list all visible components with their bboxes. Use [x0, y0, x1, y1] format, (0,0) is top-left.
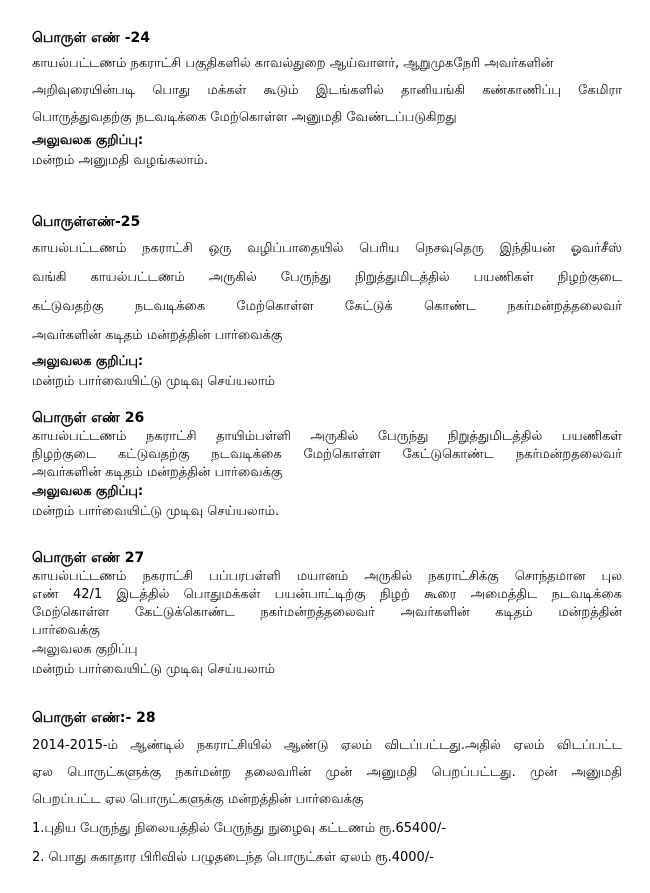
- item-28: [32, 708, 622, 871]
- body-line: பொருத்துவதற்கு நடவடிக்கை மேற்கொள்ள அனுமதி வேண்டப்படுகிறது: [32, 110, 457, 125]
- office-note-text: மன்றம் பார்வையிட்டு முடிவு செய்யலாம்: [32, 662, 275, 677]
- item-title: பொருள் எண் 26: [32, 410, 145, 426]
- office-note-text: மன்றம் பார்வையிட்டு முடிவு செய்யலாம்.: [32, 504, 280, 519]
- item-26: [32, 408, 622, 522]
- item-title: பொருள் எண் -24: [32, 30, 151, 46]
- office-note-label: அலுவலக குறிப்பு:: [32, 133, 144, 148]
- item-25: [32, 212, 622, 392]
- body-line: மேற்கொள்ள கேட்டுக்கொண்ட நகர்மன்றத்தலைவர் அவர்களின் கடிதம் மன்றத்தின்: [32, 605, 622, 620]
- body-line: பார்வைக்கு: [32, 623, 100, 638]
- office-note-label: அலுவலக குறிப்பு: [32, 642, 138, 657]
- body-line: அறிவுரையின்படி பொது மக்கள் கூடும் இடங்களில் தானியங்கி கண்காணிப்பு கேமிரா: [32, 83, 622, 98]
- body-line: ஏல பொருட்களுக்கு நகர்மன்ற தலைவரின் முன் அனுமதி பெறப்பட்டது. முன் அனுமதி: [32, 765, 622, 780]
- item-title: பொருள்எண்-25: [32, 214, 141, 230]
- body-line: பெறப்பட்ட ஏல பொருட்களுக்கு மன்றத்தின் பார்வைக்கு: [32, 792, 364, 807]
- office-note-label: அலுவலக குறிப்பு:: [32, 354, 144, 369]
- body-line: 2014-2015-ம் ஆண்டில் நகராட்சியில் ஆண்டு ஏலம் விடப்பட்டது.அதில் ஏலம் விடப்பட்ட: [32, 738, 622, 753]
- body-line: கட்டுவதற்கு நடவடிக்கை மேற்கொள்ள கேட்டுக் கொண்ட நகர்மன்றத்தலைவர்: [32, 299, 622, 314]
- item-title: பொருள் எண் 27: [32, 550, 145, 566]
- body-line: நிழற்குடை கட்டுவதற்கு நடவடிக்கை மேற்கொள்ள கேட்டுகொண்ட நகர்மன்றதலைவர்: [32, 447, 622, 462]
- office-note-label: அலுவலக குறிப்பு:: [32, 484, 144, 499]
- body-line: காயல்பட்டணம் நகராட்சி பப்பரபள்ளி மயானம் அருகில் நகராட்சிக்கு சொந்தமான புல: [32, 569, 622, 584]
- office-note-text: மன்றம் அனுமதி வழங்கலாம்.: [32, 153, 209, 168]
- numbered-item: 1.புதிய பேருந்து நிலையத்தில் பேருந்து நுழைவு கட்டணம் ரூ.65400/-: [32, 821, 446, 836]
- body-line: எண் 42/1 இடத்தில் பொதுமக்கள் பயன்பாட்டிற்கு நிழற் கூரை அமைத்திட நடவடிக்கை: [32, 587, 622, 602]
- item-27: [32, 548, 622, 680]
- body-line: வங்கி காயல்பட்டணம் அருகில் பேருந்து நிறுத்துமிடத்தில் பயணிகள் நிழற்குடை: [32, 270, 622, 285]
- numbered-item: 2. பொது சுகாதார பிரிவில் பழுதடைந்த பொருட்கள் ஏலம் ரூ.4000/-: [32, 850, 434, 865]
- item-title: பொருள் எண்:- 28: [32, 710, 156, 726]
- office-note-text: மன்றம் பார்வையிட்டு முடிவு செய்யலாம்: [32, 374, 275, 389]
- item-24: [32, 28, 622, 171]
- body-line: அவர்களின் கடிதம் மன்றத்தின் பார்வைக்கு: [32, 465, 283, 480]
- body-line: காயல்பட்டணம் நகராட்சி தாயிம்பள்ளி அருகில் பேருந்து நிறுத்துமிடத்தில் பயணிகள்: [32, 429, 622, 444]
- body-line: காயல்பட்டணம் நகராட்சி ஒரு வழிப்பாதையில் பெரிய நெசவுதெரு இந்தியன் ஓவர்சீஸ்: [32, 241, 622, 256]
- body-line: காயல்பட்டணம் நகராட்சி பகுதிகளில் காவல்துறை ஆய்வாளர், ஆறுமுகநேரி அவர்களின்: [32, 56, 554, 71]
- body-line: அவர்களின் கடிதம் மன்றத்தின் பார்வைக்கு: [32, 328, 283, 343]
